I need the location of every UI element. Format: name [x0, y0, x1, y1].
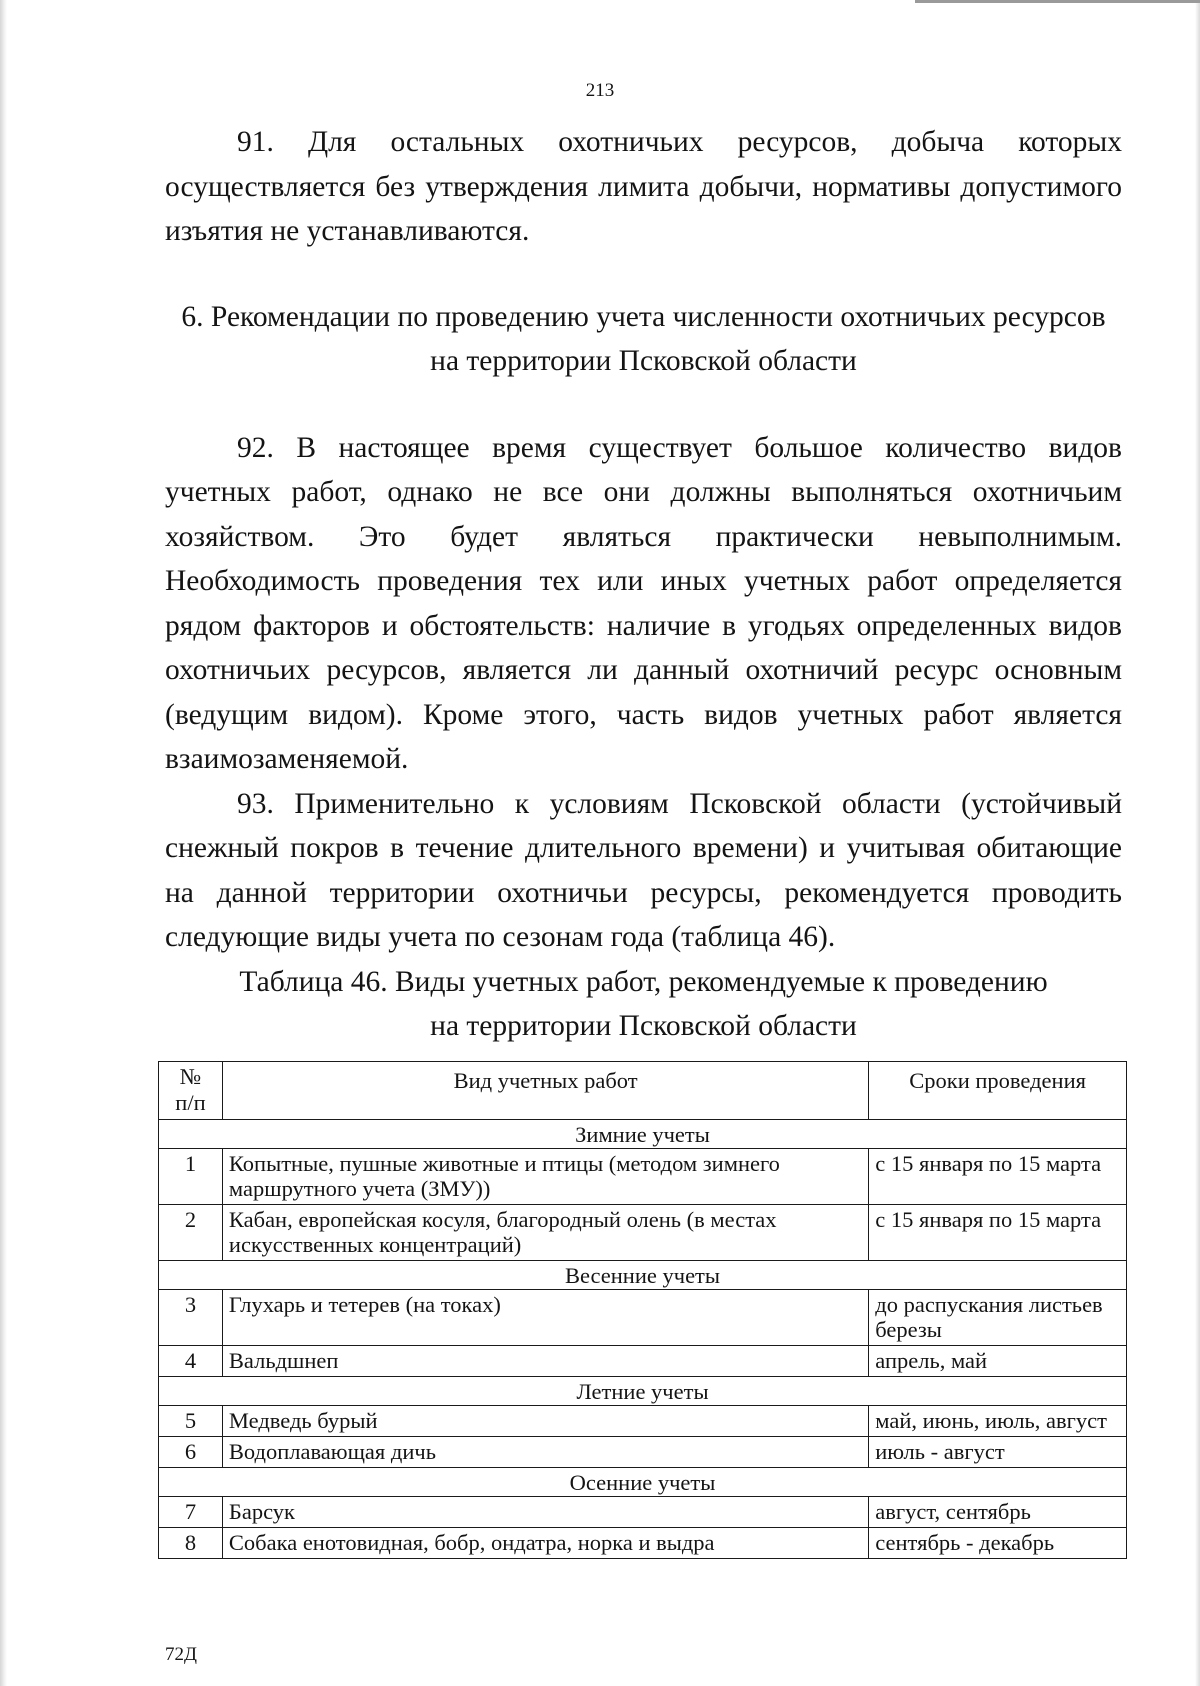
section-title: Зимние учеты [159, 1120, 1127, 1149]
row-term: август, сентябрь [869, 1497, 1127, 1528]
header-num [159, 1062, 223, 1120]
row-type: Кабан, европейская косуля, благородный олень (в местах искусственных концентраций) [222, 1205, 868, 1261]
paragraph-91: 91. Для остальных охотничьих ресурсов, добыча которых осуществляется без утверждения лимита добычи, нормативы допустимого изъятия не устанавливаются. [165, 126, 1122, 247]
document-body [165, 120, 1122, 1049]
paragraph-92: 92. В настоящее время существует большое количество видов учетных работ, однако не все они должны выполняться охотничьим хозяйством. Это будет являться практически невыполнимым. Необходимость проведения тех или иных учетных работ определяется рядом факторов и обстоятельств: наличие в угодьях определенных видов охотничьих ресурсов, является ли данный охотничий ресурс основным (ведущим видом). Кроме этого, часть видов учетных работ является взаимозаменяемой. [165, 431, 1122, 775]
row-term: с 15 января по 15 марта [869, 1149, 1127, 1205]
row-type: Вальдшнеп [222, 1346, 868, 1377]
table-row [159, 1205, 1127, 1261]
row-term: до распускания листьев березы [869, 1290, 1127, 1346]
row-type: Водоплавающая дичь [222, 1437, 868, 1468]
scan-edge-top [915, 0, 1200, 3]
row-type: Собака енотовидная, бобр, ондатра, норка и выдра [222, 1528, 868, 1559]
table-row [159, 1437, 1127, 1468]
row-term: сентябрь - декабрь [869, 1528, 1127, 1559]
row-type: Глухарь и тетерев (на токах) [222, 1290, 868, 1346]
spacer [165, 384, 1122, 426]
row-num: 7 [159, 1497, 223, 1528]
section-title: Весенние учеты [159, 1261, 1127, 1290]
row-num: 1 [159, 1149, 223, 1205]
row-type: Барсук [222, 1497, 868, 1528]
table-row [159, 1528, 1127, 1559]
row-num: 6 [159, 1437, 223, 1468]
section-row [159, 1468, 1127, 1497]
section-heading-line2: на территории Псковской области [430, 345, 857, 377]
spacer [165, 254, 1122, 295]
table-header-row [159, 1062, 1127, 1120]
survey-types-table [158, 1061, 1127, 1559]
table-caption-line2: на территории Псковской области [430, 1010, 857, 1042]
footer-code: 72Д [165, 1644, 197, 1665]
row-num: 5 [159, 1406, 223, 1437]
row-num: 2 [159, 1205, 223, 1261]
row-num: 8 [159, 1528, 223, 1559]
table-row [159, 1406, 1127, 1437]
row-type: Копытные, пушные животные и птицы (методом зимнего маршрутного учета (ЗМУ)) [222, 1149, 868, 1205]
page-number: 213 [585, 80, 615, 101]
row-term: май, июнь, июль, август [869, 1406, 1127, 1437]
header-term: Сроки проведения [869, 1062, 1127, 1120]
header-type: Вид учетных работ [222, 1062, 868, 1120]
section-heading-line1: 6. Рекомендации по проведению учета численности охотничьих ресурсов [181, 300, 1106, 333]
row-term: с 15 января по 15 марта [869, 1205, 1127, 1261]
row-num: 4 [159, 1346, 223, 1377]
scan-edge-right [1195, 0, 1200, 1686]
row-num: 3 [159, 1290, 223, 1346]
section-row [159, 1261, 1127, 1290]
section-row [159, 1377, 1127, 1406]
header-num-line2: п/п [175, 1090, 206, 1115]
section-title: Осенние учеты [159, 1468, 1127, 1497]
table-row [159, 1290, 1127, 1346]
row-term: июль - август [869, 1437, 1127, 1468]
paragraph-93: 93. Применительно к условиям Псковской области (устойчивый снежный покров в течение длительного времени) и учитывая обитающие на данной территории охотничьи ресурсы, рекомендуется проводить следующие виды учета по сезонам года (таблица 46). [165, 787, 1122, 953]
scan-edge-left [0, 0, 7, 1686]
row-type: Медведь бурый [222, 1406, 868, 1437]
row-term: апрель, май [869, 1346, 1127, 1377]
table-row [159, 1149, 1127, 1205]
header-num-line1: № [179, 1064, 202, 1089]
table-row [159, 1346, 1127, 1377]
table-caption-line1: Таблица 46. Виды учетных работ, рекомендуемые к проведению [239, 965, 1048, 998]
section-title: Летние учеты [159, 1377, 1127, 1406]
table-row [159, 1497, 1127, 1528]
section-row [159, 1120, 1127, 1149]
